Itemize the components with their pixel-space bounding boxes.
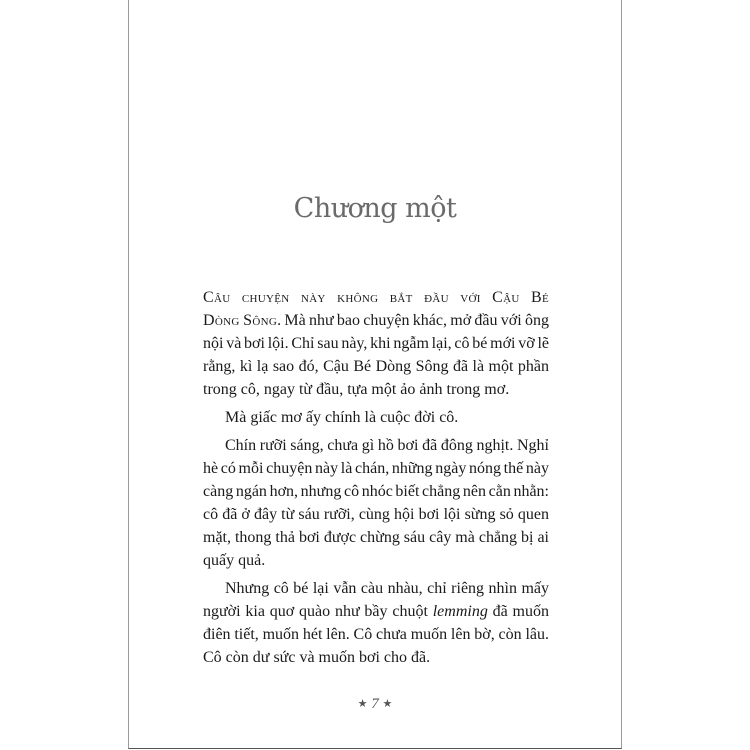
page-number: 7 [371, 696, 379, 712]
small-caps-text: Dòng Sông [203, 312, 278, 329]
text-line: Cô còn dư sức và muốn bơi cho đã. [203, 649, 431, 666]
text-line: Câu chuyện này không bắt đầu với Cậu Bé [203, 289, 549, 306]
text-line: nội và bơi lội. Chỉ sau này, khi ngẫm lại, cô bé mới vỡ lẽ [203, 335, 549, 352]
text-span: . Mà như bao chuyện khác, mở đầu với ông [277, 312, 549, 329]
text-line: Mà giấc mơ ấy chính là cuộc đời cô. [225, 409, 459, 426]
text-span: người kia quơ quào như bầy chuột [203, 603, 433, 620]
text-span: đã muốn [487, 603, 550, 620]
paragraph-3 [203, 434, 549, 572]
text-line: rằng, kì lạ sao đó, Cậu Bé Dòng Sông đã là một phần [203, 358, 549, 375]
text-line [203, 600, 549, 623]
text-line: Nhưng cô bé lại vẫn càu nhàu, chỉ riêng nhìn mấy [225, 580, 549, 597]
text-line: Chín rưỡi sáng, chưa gì hồ bơi đã đông nghịt. Nghỉ [225, 437, 549, 454]
text-line: quấy quả. [203, 552, 266, 569]
text-line: mặt, thong thả bơi được chừng sáu cây mà chẳng bị ai [203, 529, 549, 546]
text-line: cô đã ở đây từ sáu rưỡi, cùng hội bơi lội sừng sỏ quen [203, 506, 549, 523]
italic-text: lemming [432, 603, 488, 620]
chapter-title: Chương một [293, 193, 457, 224]
paragraph-4 [203, 577, 549, 669]
star-icon: ★ [382, 698, 393, 710]
paragraph-2 [203, 406, 549, 429]
body-text [203, 286, 549, 674]
text-line: trong cô, ngay từ đầu, tựa một ảo ảnh trong mơ. [203, 381, 510, 398]
page-number-footer [0, 696, 750, 713]
text-line: càng ngán hơn, nhưng cô nhóc biết chẳng nên cằn nhằn: [203, 483, 550, 500]
paragraph-1 [203, 286, 549, 401]
text-line: điên tiết, muốn hét lên. Cô chưa muốn lên bờ, còn lâu. [203, 626, 550, 643]
text-line [203, 309, 549, 332]
star-icon: ★ [357, 698, 368, 710]
text-line: hè có mỗi chuyện này là chán, những ngày nóng thế này [203, 460, 549, 477]
